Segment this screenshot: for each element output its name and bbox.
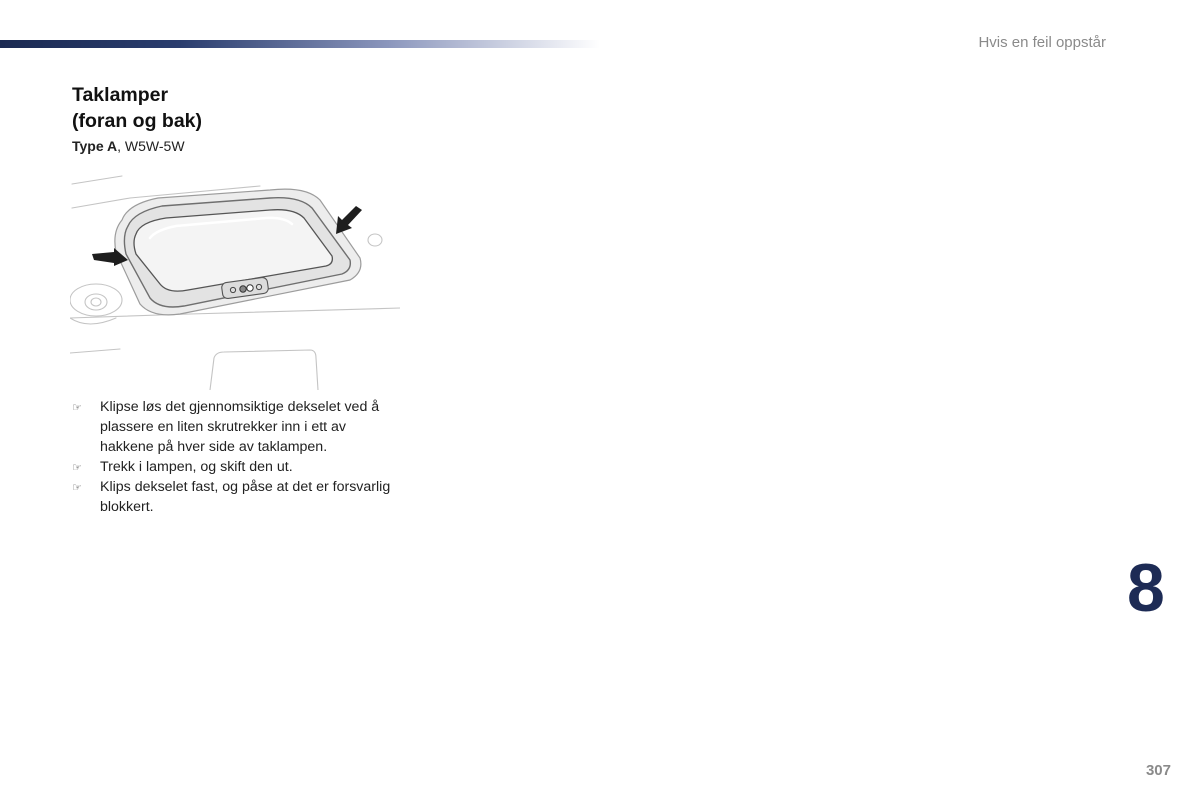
chapter-number: 8 <box>1127 550 1165 626</box>
header-gradient-bar <box>0 40 600 48</box>
instruction-step <box>72 477 402 517</box>
pointing-hand-icon: ☞ <box>72 402 82 414</box>
heading-line-2: (foran og bak) <box>72 110 202 132</box>
heading-line-1: Taklamper <box>72 84 169 106</box>
section-title: Hvis en feil oppstår <box>978 34 1106 51</box>
type-label: Type A <box>72 138 118 154</box>
pointing-hand-icon: ☞ <box>72 482 82 494</box>
step-text: Klipse løs det gjennomsiktige dekselet ved å plassere en liten skrutrekker inn i ett av hakkene på hver side av taklampen. <box>100 399 380 455</box>
ceiling-lamp-illustration <box>70 168 400 390</box>
bulb-type-line <box>72 138 185 154</box>
type-value: , W5W-5W <box>117 138 185 154</box>
step-text: Klips dekselet fast, og påse at det er forsvarlig blokkert. <box>100 479 391 515</box>
page-number: 307 <box>1145 762 1171 779</box>
instruction-step <box>72 397 402 457</box>
instruction-step <box>72 457 402 477</box>
right-notch-arrow-icon <box>336 206 362 234</box>
instruction-list <box>72 397 402 517</box>
pointing-hand-icon: ☞ <box>72 462 82 474</box>
page-heading <box>72 82 202 134</box>
step-text: Trekk i lampen, og skift den ut. <box>100 459 293 475</box>
